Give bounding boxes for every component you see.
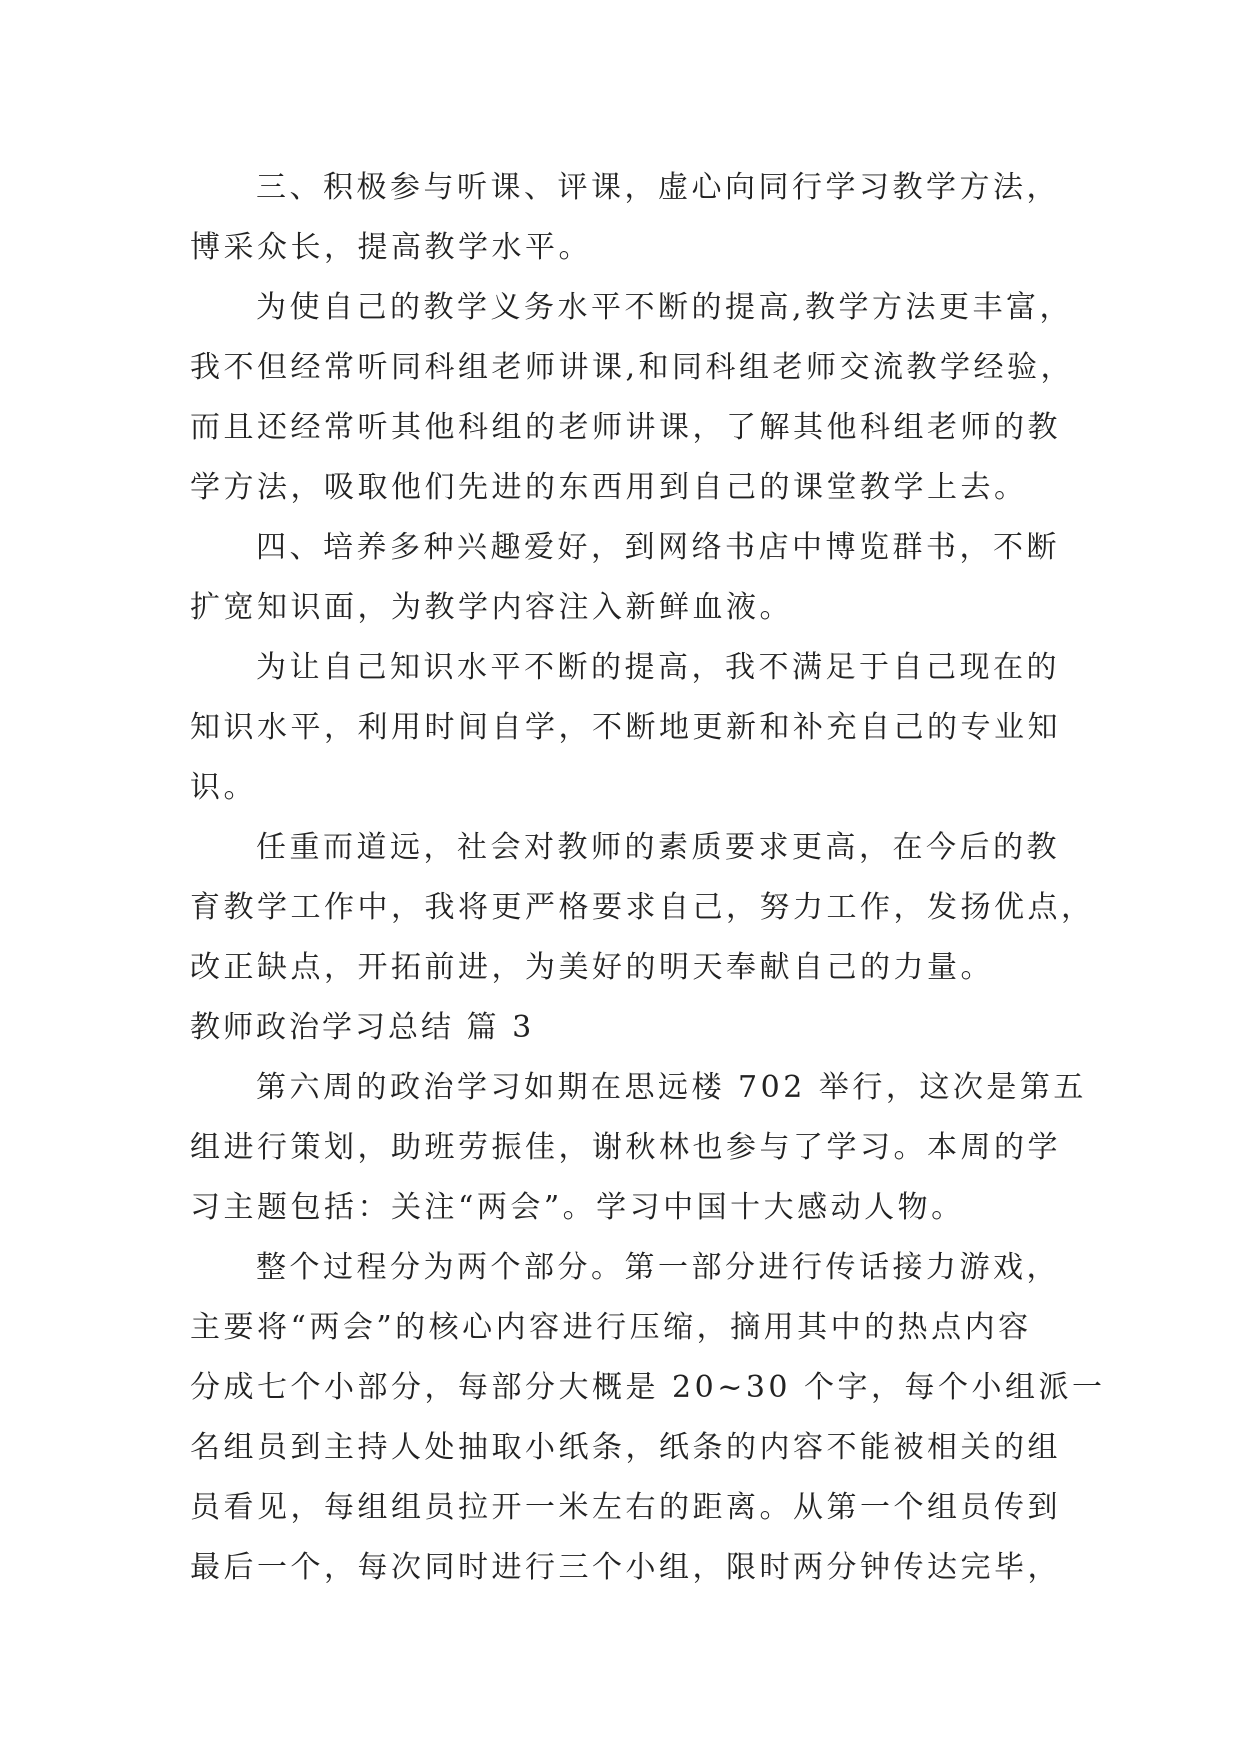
text-line: 我不但经常听同科组老师讲课,和同科组老师交流教学经验， <box>190 350 1075 385</box>
text-line: 三、积极参与听课、评课，虚心向同行学习教学方法， <box>256 170 1060 205</box>
document-body <box>190 158 1106 1598</box>
text-line: 名组员到主持人处抽取小纸条，纸条的内容不能被相关的组 <box>190 1430 1061 1465</box>
text-line: 改正缺点，开拓前进，为美好的明天奉献自己的力量。 <box>190 950 994 985</box>
text-line: 组进行策划，助班劳振佳，谢秋林也参与了学习。本周的学 <box>190 1130 1061 1165</box>
text-line: 为让自己知识水平不断的提高，我不满足于自己现在的 <box>256 650 1060 685</box>
text-line: 知识水平，利用时间自学，不断地更新和补充自己的专业知 <box>190 710 1061 745</box>
text-line: 员看见，每组组员拉开一米左右的距离。从第一个组员传到 <box>190 1490 1061 1525</box>
text-line: 而且还经常听其他科组的老师讲课，了解其他科组老师的教 <box>190 410 1061 445</box>
text-line: 任重而道远，社会对教师的素质要求更高，在今后的教 <box>256 830 1060 865</box>
text-line: 最后一个，每次同时进行三个小组，限时两分钟传达完毕， <box>190 1550 1061 1585</box>
section-heading: 教师政治学习总结 篇 3 <box>190 1010 535 1045</box>
text-line: 主要将“两会”的核心内容进行压缩，摘用其中的热点内容 <box>190 1310 1032 1345</box>
text-line: 识。 <box>190 770 257 805</box>
text-line: 育教学工作中，我将更严格要求自己，努力工作，发扬优点， <box>190 890 1095 925</box>
text-line: 为使自己的教学义务水平不断的提高,教学方法更丰富， <box>256 290 1074 325</box>
text-line: 扩宽知识面，为教学内容注入新鲜血液。 <box>190 590 793 625</box>
text-line: 整个过程分为两个部分。第一部分进行传话接力游戏， <box>256 1250 1060 1285</box>
text-line: 学方法，吸取他们先进的东西用到自己的课堂教学上去。 <box>190 470 1028 505</box>
text-line: 第六周的政治学习如期在思远楼 702 举行，这次是第五 <box>256 1070 1087 1105</box>
text-line: 习主题包括：关注“两会”。学习中国十大感动人物。 <box>190 1190 965 1225</box>
text-line: 四、培养多种兴趣爱好，到网络书店中博览群书，不断 <box>256 530 1060 565</box>
text-line: 博采众长，提高教学水平。 <box>190 230 592 265</box>
text-line: 分成七个小部分，每部分大概是 20~30 个字，每个小组派一 <box>190 1370 1106 1405</box>
